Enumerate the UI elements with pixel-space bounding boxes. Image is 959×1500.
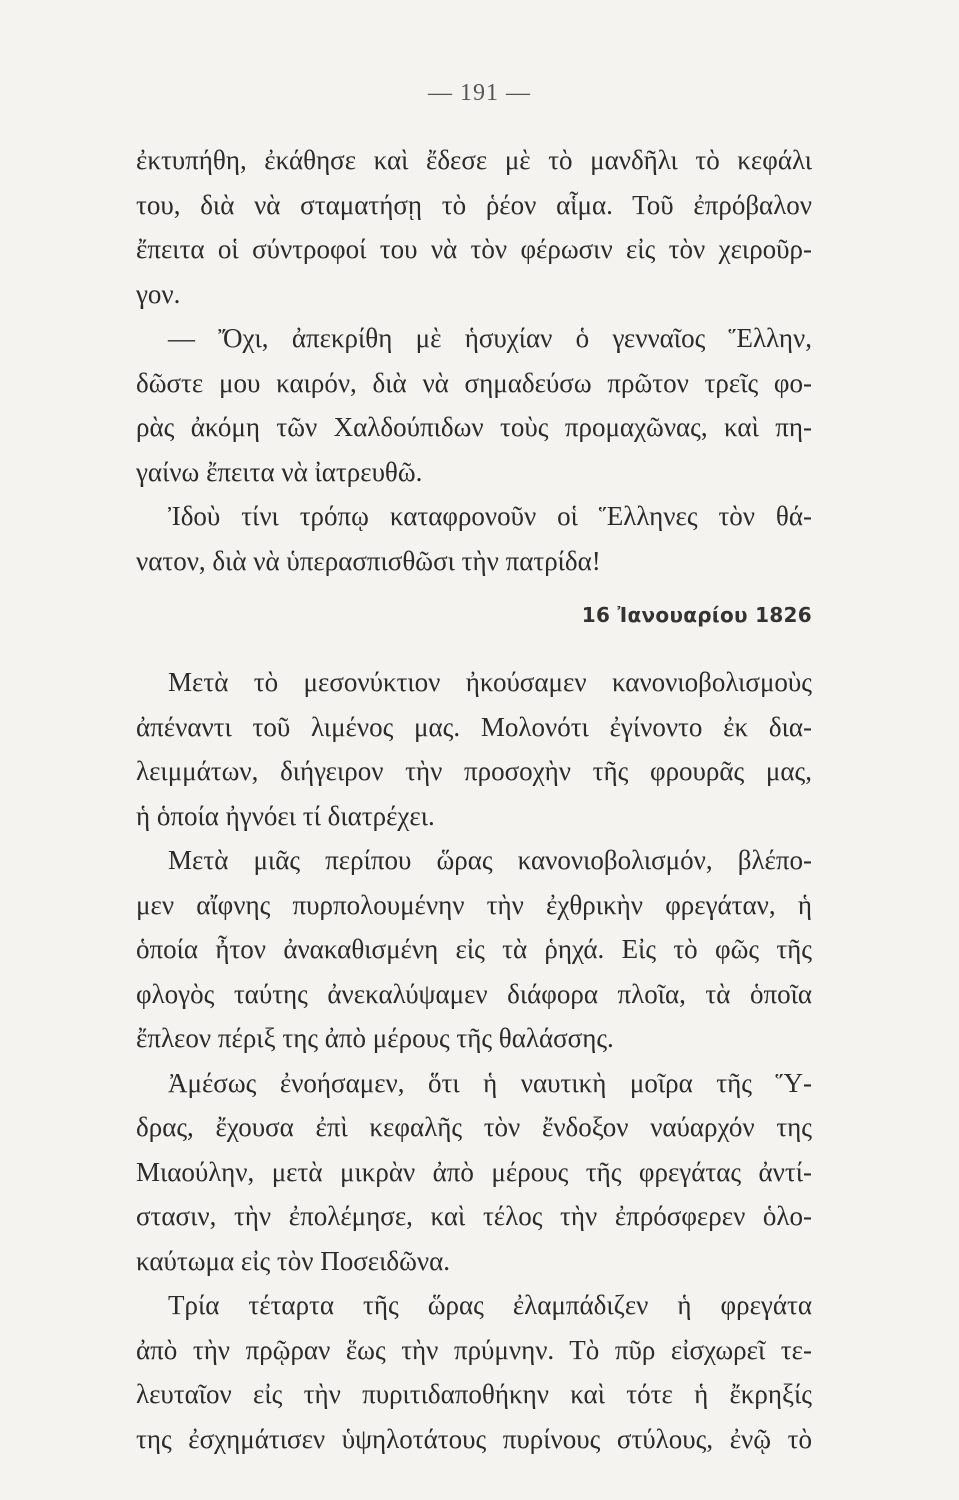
text-line: καύτωμα εἰς τὸν Ποσειδῶνα.	[136, 1245, 450, 1276]
text-line: Ἀμέσως ἐνοήσαμεν, ὅτι ἡ ναυτικὴ μοῖρα τῆς Ὕ-	[168, 1067, 812, 1098]
text-line: ὁποία ἦτον ἀνακαθισμένη εἰς τὰ ῥηχά. Εἰς τὸ φῶς τῆς	[136, 934, 812, 964]
text-line: ἡ ὁποία ἠγνόει τί διατρέχει.	[136, 800, 435, 831]
page-number: — 191 —	[428, 80, 531, 106]
text-line: δρας, ἔχουσα ἐπὶ κεφαλῆς τὸν ἔνδοξον ναύαρχόν της	[136, 1112, 812, 1142]
text-line: Μετὰ μιᾶς περίπου ὥρας κανονιοβολισμόν, βλέπο-	[168, 845, 812, 875]
text-line: Τρία τέταρτα τῆς ὥρας ἐλαμπάδιζεν ἡ φρεγάτα	[168, 1290, 812, 1320]
text-line: φλογὸς ταύτης ἀνεκαλύψαμεν διάφορα πλοῖα, τὰ ὁποῖα	[136, 978, 812, 1009]
text-line: στασιν, τὴν ἐπολέμησε, καὶ τέλος τὴν ἐπρόσφερεν ὁλο-	[136, 1201, 812, 1231]
text-line: ἐκτυπήθη, ἐκάθησε καὶ ἔδεσε μὲ τὸ μανδῆλι τὸ κεφάλι	[136, 145, 812, 175]
text-line: — Ὄχι, ἀπεκρίθη μὲ ἡσυχίαν ὁ γενναῖος Ἕλλην,	[168, 323, 812, 353]
text-line: γον.	[136, 278, 181, 309]
text-line: γαίνω ἔπειτα νὰ ἰατρευθῶ.	[136, 456, 423, 487]
text-line: του, διὰ νὰ σταματήσῃ τὸ ῥέον αἷμα. Τοῦ ἐπρόβαλον	[136, 189, 812, 220]
text-line: της ἐσχημάτισεν ὑψηλοτάτους πυρίνους στύλους, ἐνῷ τὸ	[136, 1423, 812, 1454]
text-line: ἔπλεον πέριξ της ἀπὸ μέρους τῆς θαλάσσης.	[136, 1023, 614, 1053]
text-line: μεν αἴφνης πυρπολουμένην τὴν ἐχθρικὴν φρεγάταν, ἡ	[136, 889, 812, 920]
text-line: Μετὰ τὸ μεσονύκτιον ἠκούσαμεν κανονιοβολισμοὺς	[168, 667, 812, 697]
text-line: Μιαούλην, μετὰ μικρὰν ἀπὸ μέρους τῆς φρεγάτας ἀντί-	[136, 1156, 812, 1187]
section-1-text	[136, 138, 812, 583]
date-heading: 16 Ἰανουαρίου 1826	[581, 603, 812, 627]
text-line: ἀπὸ τὴν πρῷραν ἕως τὴν πρύμνην. Τὸ πῦρ εἰσχωρεῖ τε-	[136, 1334, 812, 1365]
text-line: ρὰς ἀκόμη τῶν Χαλδούπιδων τοὺς προμαχῶνας, καὶ πη-	[136, 412, 812, 442]
text-line: ἀπέναντι τοῦ λιμένος μας. Μολονότι ἐγίνοντο ἐκ δια-	[136, 711, 812, 742]
text-line: λευταῖον εἰς τὴν πυριτιδαποθήκην καὶ τότε ἡ ἔκρηξίς	[136, 1379, 812, 1409]
text-line: Ἰδοὺ τίνι τρόπῳ καταφρονοῦν οἱ Ἕλληνες τὸν θά-	[168, 501, 812, 531]
text-line: νατον, διὰ νὰ ὑπερασπισθῶσι τὴν πατρίδα!	[136, 545, 601, 576]
text-line: λειμμάτων, διήγειρον τὴν προσοχὴν τῆς φρουρᾶς μας,	[136, 756, 812, 786]
text-line: δῶστε μου καιρόν, διὰ νὰ σημαδεύσω πρῶτον τρεῖς φο-	[136, 367, 812, 398]
section-2-text	[136, 660, 812, 1461]
text-line: ἔπειτα οἱ σύντροφοί του νὰ τὸν φέρωσιν εἰς τὸν χειροῦρ-	[136, 234, 812, 264]
